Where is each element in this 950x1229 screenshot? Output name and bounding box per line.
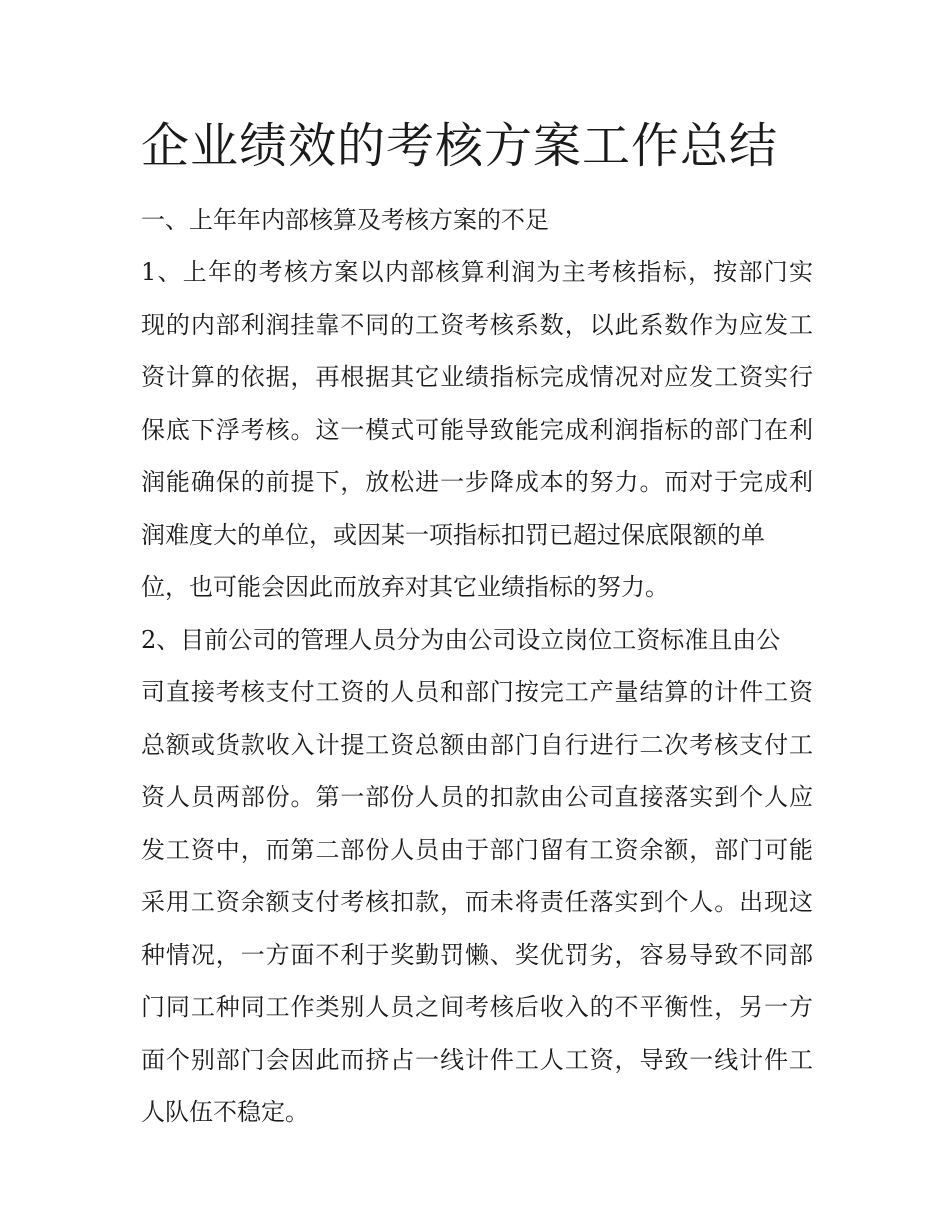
- paragraph-line: 司直接考核支付工资的人员和部门按完工产量结算的计件工资: [141, 678, 813, 706]
- paragraph-line: 润能确保的前提下，放松进一步降成本的努力。而对于完成利: [141, 468, 813, 496]
- paragraph-line: 保底下浮考核。这一模式可能导致能完成利润指标的部门在利: [141, 415, 813, 444]
- paragraph-line: 位，也可能会因此而放弃对其它业绩指标的努力。: [141, 573, 669, 601]
- paragraph-line: 发工资中，而第二部份人员由于部门留有工资余额，部门可能: [141, 835, 813, 864]
- paragraph-line: 门同工种同工作类别人员之间考核后收入的不平衡性，另一方: [141, 993, 813, 1021]
- section-heading: 一、上年年内部核算及考核方案的不足: [141, 206, 549, 234]
- paragraph-line: 2、目前公司的管理人员分为由公司设立岗位工资标准且由公: [141, 625, 781, 654]
- paragraph-line: 人队伍不稳定。: [141, 1098, 309, 1126]
- paragraph-line: 总额或货款收入计提工资总额由部门自行进行二次考核支付工: [141, 730, 813, 759]
- paragraph-line: 资计算的依据，再根据其它业绩指标完成情况对应发工资实行: [141, 363, 813, 391]
- paragraph-line: 1、上年的考核方案以内部核算利润为主考核指标，按部门实: [141, 258, 813, 286]
- paragraph-line: 种情况，一方面不利于奖勤罚懒、奖优罚劣，容易导致不同部: [141, 940, 813, 969]
- document-page: [141, 112, 813, 1139]
- paragraph-line: 资人员两部份。第一部份人员的扣款由公司直接落实到个人应: [141, 783, 813, 811]
- paragraph-line: 采用工资余额支付考核扣款，而未将责任落实到个人。出现这: [141, 888, 813, 916]
- paragraph-2: [141, 614, 813, 1139]
- paragraph-1: [141, 246, 813, 614]
- paragraph-line: 面个别部门会因此而挤占一线计件工人工资，导致一线计件工: [141, 1045, 813, 1074]
- paragraph-line: 现的内部利润挂靠不同的工资考核系数，以此系数作为应发工: [141, 310, 813, 339]
- document-title: 企业绩效的考核方案工作总结: [141, 118, 779, 174]
- paragraph-line: 润难度大的单位，或因某一项指标扣罚已超过保底限额的单: [141, 520, 765, 549]
